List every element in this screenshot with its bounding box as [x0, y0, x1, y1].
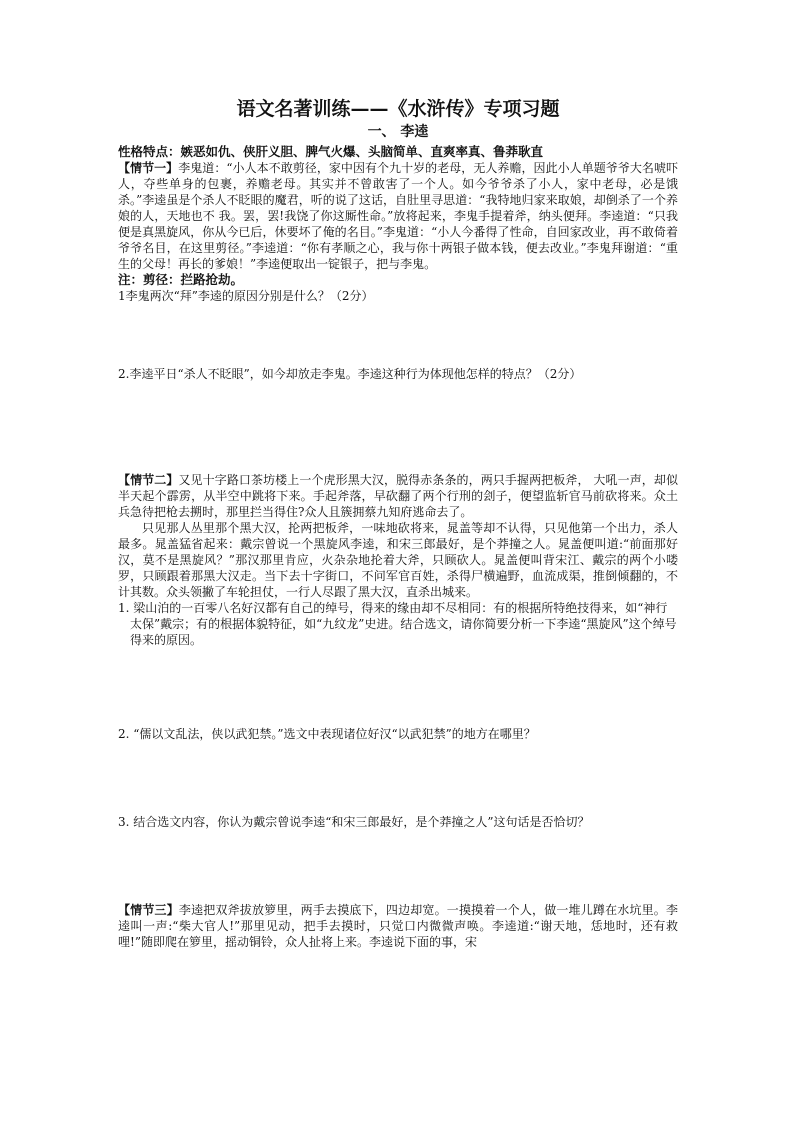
episode3-passage	[118, 902, 678, 950]
answer-space[interactable]	[118, 830, 678, 902]
episode3-label: 【情节三】	[118, 903, 179, 917]
episode1-note: 注：剪径：拦路抢劫。	[118, 272, 244, 287]
episode2-para1: 又见十字路口茶坊楼上一个虎形黑大汉，脱得赤条条的，两只手握两把板斧， 大吼一声，却似半天起个霹雳，从半空中跳将下来。手起斧落，早砍翻了两个行刑的刽子，便望监斩官马前砍将来。众土兵急待把枪去搠时，那里拦当得住?众人且簇拥蔡九知府逃命去了。	[118, 473, 678, 519]
episode1-question-2: 2.李逵平日“杀人不眨眼”，如今却放走李鬼。李逵这种行为体现他怎样的特点？（2分）	[118, 367, 582, 381]
episode2-passage-1	[118, 472, 678, 520]
episode1-label: 【情节一】	[118, 161, 179, 175]
episode3-text: 李逵把双斧拔放箩里，两手去摸底下，四边却宽。一摸摸着一个人，做一堆儿蹲在水坑里。李逵叫一声:“柴大官人!”那里见动，把手去摸时，只觉口内微微声唤。李逵道:“谢天地，恁地时，还有救哩!”随即爬在箩里，摇动铜铃，众人扯将上来。李逵说下面的事，宋	[118, 903, 678, 949]
episode1-text: 李鬼道：“小人本不敢剪径，家中因有个九十岁的老母，无人养赡，因此小人单题爷爷大名唬吓人，夺些单身的包裹，养赡老母。其实并不曾敢害了一个人。如今爷爷杀了小人，家中老母，必是饿杀。”李逵虽是个杀人不眨眼的魔君，听的说了这话，自肚里寻思道：“我特地归家来取娘，却倒杀了一个养娘的人，天地也不 我。罢，罢!我饶了你这厮性命。”放将起来，李鬼手提着斧，纳头便拜。李逵道：“只我便是真黑旋风，你从今已后，休要坏了俺的名目。”李鬼道：“小人今番得了性命，自回家改业，再不敢倚着爷爷名目，在这里剪径。”李逵道：“你有孝顺之心，我与你十两银子做本钱，便去改业。”李鬼拜谢道：“重生的父母！再长的爹娘！”李逵便取出一锭银子，把与李鬼。	[118, 161, 678, 271]
section-heading: 一、 李逵	[367, 124, 429, 140]
episode2-question-1: 1. 梁山泊的一百零八名好汉都有自己的绰号，得来的缘由却不尽相同：有的根据所特绝技得来，如“神行太保”戴宗；有的根据体貌特征，如“九纹龙”史进。结合选文，请你简要分析一下李逵“黑旋风”这个绰号得来的原因。	[118, 601, 677, 647]
episode2-label: 【情节二】	[118, 473, 179, 487]
document-title: 语文名著训练——《水浒传》专项习题	[236, 98, 560, 120]
document-page	[118, 96, 678, 950]
character-traits: 性格特点：嫉恶如仇、侠肝义胆、脾气火爆、头脑简单、直爽率真、鲁莽耿直	[118, 144, 544, 159]
episode2-question-3: 3. 结合选文内容，你认为戴宗曾说李逵“和宋三郎最好，是个莽撞之人”这句话是否恰切？	[118, 815, 590, 829]
answer-space[interactable]	[118, 382, 678, 472]
episode2-passage-2: 只见那人丛里那个黑大汉，抡两把板斧，一味地砍将来，晁盖等却不认得，只见他第一个出力，杀人最多。晁盖猛省起来：戴宗曾说一个黑旋风李逵，和宋三郎最好，是个莽撞之人。晁盖便叫道:“前面那好汉，莫不是黑旋风？”那汉那里肯应，火杂杂地抡着大斧，只顾砍人。晁盖便叫背宋江、戴宗的两个小喽罗，只顾跟着那黑大汉走。当下去十字街口，不问军官百姓，杀得尸横遍野，血流成渠，推倒倾翻的，不计其数。众头领撇了车轮担仗，一行人尽跟了黑大汉，直杀出城来。	[118, 521, 678, 599]
answer-space[interactable]	[118, 648, 678, 726]
answer-space[interactable]	[118, 304, 678, 366]
episode1-passage	[118, 160, 678, 272]
episode1-question-1: 1李鬼两次“拜”李逵的原因分别是什么？（2分）	[118, 289, 374, 303]
episode2-question-2: 2. “儒以文乱法，侠以武犯禁。”选文中表现诸位好汉“以武犯禁”的地方在哪里？	[118, 727, 536, 741]
answer-space[interactable]	[118, 742, 678, 814]
